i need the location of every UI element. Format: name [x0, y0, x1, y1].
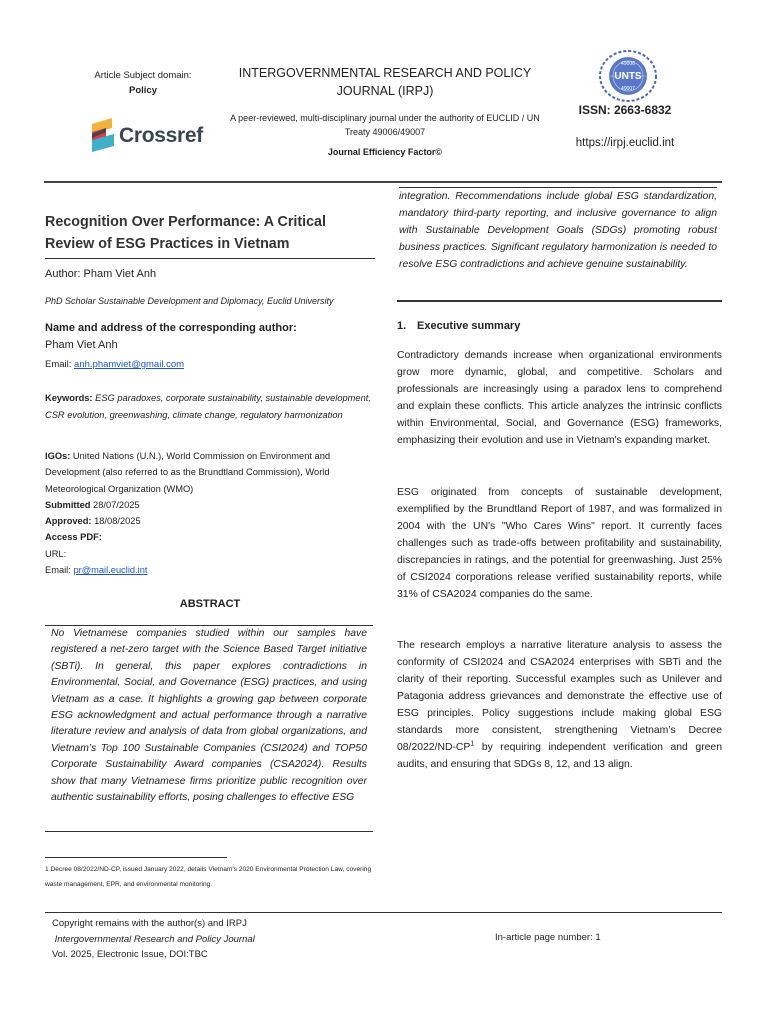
author-email-label: Email:: [45, 359, 72, 370]
journal-subtitle: A peer-reviewed, multi-disciplinary journal under the authority of EUCLID / UN Treaty 49006/49007: [230, 113, 540, 137]
subject-domain: [60, 68, 226, 98]
emblem-top-number: 49006: [621, 61, 635, 67]
article-metadata: [45, 448, 375, 578]
abstract-text: No Vietnamese companies studied within our samples have registered a net-zero target with the Science Based Target initiative (SBTi). In general, this paper explores contradictions in Environmental, Social, and Governance (ESG) practices, and using Vietnam as a case. It highlights a growing gap between corporate ESG acknowledgment and actual performance through a narrative literature review and analysis of data from global organizations, and Vietnam’s Top 100 Sustainable Companies (CSI2024) and TOP50 Corporate Sustainability Award companies (CSA2024). Results show that many Vietnamese firms prioritize public recognition over authentic sustainability efforts, posing challenges to effective ESG: [51, 628, 367, 804]
section-number: 1.: [397, 320, 407, 332]
contact-email-link[interactable]: pr@mail.euclid.int: [73, 565, 148, 576]
abstract-end-divider: [397, 300, 722, 302]
footer-copyright: Copyright remains with the author(s) and IRPJ: [52, 918, 247, 929]
keywords-list: ESG paradoxes, corporate sustainability, sustainable development, CSR evolution, greenwashing, climate change, regulatory harmonization: [45, 393, 371, 420]
abstract-box: [45, 625, 373, 832]
footer-divider: [45, 912, 722, 913]
header-divider: [44, 181, 722, 183]
abstract-continuation: integration. Recommendations include global ESG standardization, mandatory third-party reporting, and inclusive governance to align with Sustainable Development Goals (SDGs) promoting robust business practices. Significant regulatory harmonization is needed to resolve ESG contradictions and achieve genuine sustainability.: [399, 191, 717, 270]
author-email-link[interactable]: anh.phamviet@gmail.com: [74, 359, 185, 370]
keywords-label: Keywords:: [45, 393, 93, 403]
footer-info: [52, 916, 255, 963]
abstract-continuation-box: [399, 187, 717, 291]
section-title: Executive summary: [417, 320, 521, 332]
unts-emblem: [598, 50, 658, 107]
corresponding-author-heading: Name and address of the corresponding author:: [45, 322, 297, 334]
abstract-heading: ABSTRACT: [179, 598, 241, 610]
author-line: Author: Pham Viet Anh: [45, 268, 157, 280]
footnote-reference[interactable]: 1: [470, 740, 475, 748]
paragraph-2: ESG originated from concepts of sustainable development, exemplified by the Brundtland Report of 1987, and was formalized in 2004 with the UN's "Who Cares Wins" report. It currently faces challenges such as trade-offs between profitability and sustainability, discrepancies in ratings, and the potential for greenwashing. Just 25% of CSI2024 corporations release verified sustainability reports, while 31% of CSA2024 companies do the same.: [397, 487, 722, 600]
emblem-bottom-number: 49007: [621, 86, 635, 92]
crossref-wordmark: Crossref: [119, 124, 203, 147]
submitted-line: Submitted 28/07/2025: [45, 499, 140, 510]
crossref-logo: [90, 118, 203, 154]
paragraph-1: Contradictory demands increase when organizational environments grow more dynamic, global, and competitive. Scholars and professionals are increasingly using a paradox lens to comprehend and explain these conflicts. This article analyzes the intrinsic conflicts within Environmental, Social, and Governance (ESG) frameworks, emphasizing their evolution and use in Vietnam's expanding market.: [397, 350, 722, 446]
footnote-divider: [45, 857, 227, 858]
footnote: 1 Decree 08/2022/ND-CP, issued January 2022, details Vietnam's 2020 Environmental Protection Law, covering waste management, EPR, and environmental monitoring.: [45, 866, 372, 888]
journal-efficiency-factor: Journal Efficiency Factor©: [327, 147, 443, 157]
issn: ISSN: 2663-6832: [578, 103, 672, 117]
section-heading: [397, 320, 520, 332]
article-title: Recognition Over Performance: A Critical Review of ESG Practices in Vietnam: [45, 214, 326, 252]
keywords: [45, 390, 375, 423]
contact-email-line: Email: pr@mail.euclid.int: [45, 565, 148, 576]
un-emblem-icon: [598, 50, 658, 102]
footer-volume: Vol. 2025, Electronic Issue, DOI:TBC: [52, 949, 208, 960]
crossref-icon: [90, 118, 116, 154]
journal-title: INTERGOVERNMENTAL RESEARCH AND POLICY JOURNAL (IRPJ): [238, 66, 532, 98]
title-divider: [45, 258, 375, 259]
subject-domain-value: Policy: [129, 85, 157, 96]
emblem-text: UNTS: [614, 71, 642, 82]
corresponding-author-name: Pham Viet Anh: [45, 339, 118, 351]
approved-line: Approved: 18/08/2025: [45, 516, 141, 527]
journal-website[interactable]: https://irpj.euclid.int: [575, 137, 675, 149]
subject-domain-label: Article Subject domain:: [94, 70, 192, 81]
access-pdf-line: Access PDF:: [45, 532, 102, 543]
paragraph-3: The research employs a narrative literature analysis to assess the conformity of CSI2024 and CSA2024 enterprises with SBTi and the clarity of their reporting. Successful examples such as Unilever and Patagonia address grievances and demonstrate the effective use of ESG principles. Policy suggestions include making global ESG standards more consistent, strengthening Vietnam’s Decree $08/2022/ND-CP^1$ by requiring independent verification and green audits, and ensuring that SDGs 8, 12, and 13 align.: [397, 640, 722, 770]
author-affiliation: PhD Scholar Sustainable Development and Diplomacy, Euclid University: [45, 296, 334, 306]
author-email-line: [45, 359, 184, 370]
igos-line: IGOs: United Nations (U.N.), World Commission on Environment and Development (also referred to as the Brundtland Commission), World Meteorological Organization (WMO): [45, 451, 331, 494]
page-number: In-article page number: 1: [495, 932, 601, 943]
url-line: URL:: [45, 548, 67, 559]
footer-journal: Intergovernmental Research and Policy Journal: [54, 933, 255, 945]
